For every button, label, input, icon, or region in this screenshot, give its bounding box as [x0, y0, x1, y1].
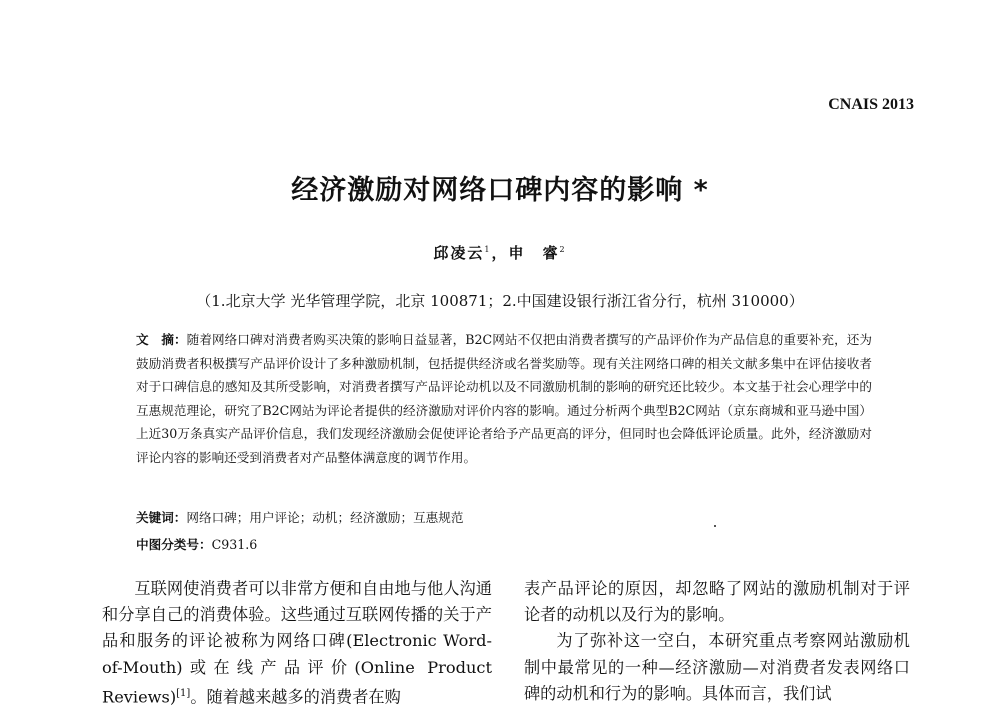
keywords-text: 网络口碑；用户评论；动机；经济激励；互惠规范: [186, 510, 464, 525]
intro-text: 互联网使消费者可以非常方便和自由地与他人沟通和分享自己的消费体验。这些通过互联网传播的关于产品和服务的评论被称为网络口碑(Electronic Word-of-Mouth)或在线产品评价(Online Product Reviews): [102, 579, 492, 707]
classification-text: C931.6: [211, 537, 258, 552]
abstract: [136, 328, 872, 470]
body-column-right: [524, 576, 910, 707]
scan-speck: [714, 525, 716, 527]
body-paragraph: [102, 576, 492, 710]
affiliation-line: （1.北京大学 光华管理学院，北京 100871；2.中国建设银行浙江省分行，杭州 310000）: [196, 292, 804, 310]
body-paragraph: 为了弥补这一空白，本研究重点考察网站激励机制中最常见的一种—经济激励—对消费者发表网络口碑的动机和行为的影响。具体而言，我们试: [524, 631, 910, 703]
author-1-affil-mark: 1: [484, 245, 492, 254]
intro-text-tail: 。随着越来越多的消费者在购: [190, 687, 401, 707]
body-paragraph-continued: 表产品评论的原因，却忽略了网站的激励机制对于评论者的动机以及行为的影响。: [524, 579, 910, 625]
author-1: 邱凌云: [433, 244, 485, 262]
abstract-label: 文 摘：: [136, 332, 187, 347]
classification-line: [136, 534, 257, 553]
keywords-line: [136, 507, 463, 526]
keywords-label: 关键词：: [136, 510, 187, 525]
body-column-left: [102, 576, 492, 710]
abstract-text: 随着网络口碑对消费者购买决策的影响日益显著，B2C网站不仅把由消费者撰写的产品评价作为产品信息的重要补充，还为鼓励消费者积极撰写产品评价设计了多种激励机制，包括提供经济或名誉奖励等。现有关注网络口碑的相关文献多集中在评估接收者对于口碑信息的感知及其所受影响，对消费者撰写产品评论动机以及不同激励机制的影响的研究还比较少。本文基于社会心理学中的互惠规范理论，研究了B2C网站为评论者提供的经济激励对评价内容的影响。通过分析两个典型B2C网站（京东商城和亚马逊中国）上近30万条真实产品评价信息，我们发现经济激励会促使评论者给予产品更高的评分，但同时也会降低评论质量。此外，经济激励对评论内容的影响还受到消费者对产品整体满意度的调节作用。: [136, 332, 873, 465]
paper-title: 经济激励对网络口碑内容的影响 *: [291, 175, 709, 206]
author-separator: ，: [491, 244, 509, 262]
citation-1: [1]: [176, 687, 191, 699]
classification-label: 中图分类号：: [136, 537, 212, 552]
author-2-affil-mark: 2: [559, 245, 567, 254]
author-2: 申 睿: [508, 244, 560, 262]
conference-tag: CNAIS 2013: [828, 96, 914, 113]
author-line: [0, 242, 1000, 263]
